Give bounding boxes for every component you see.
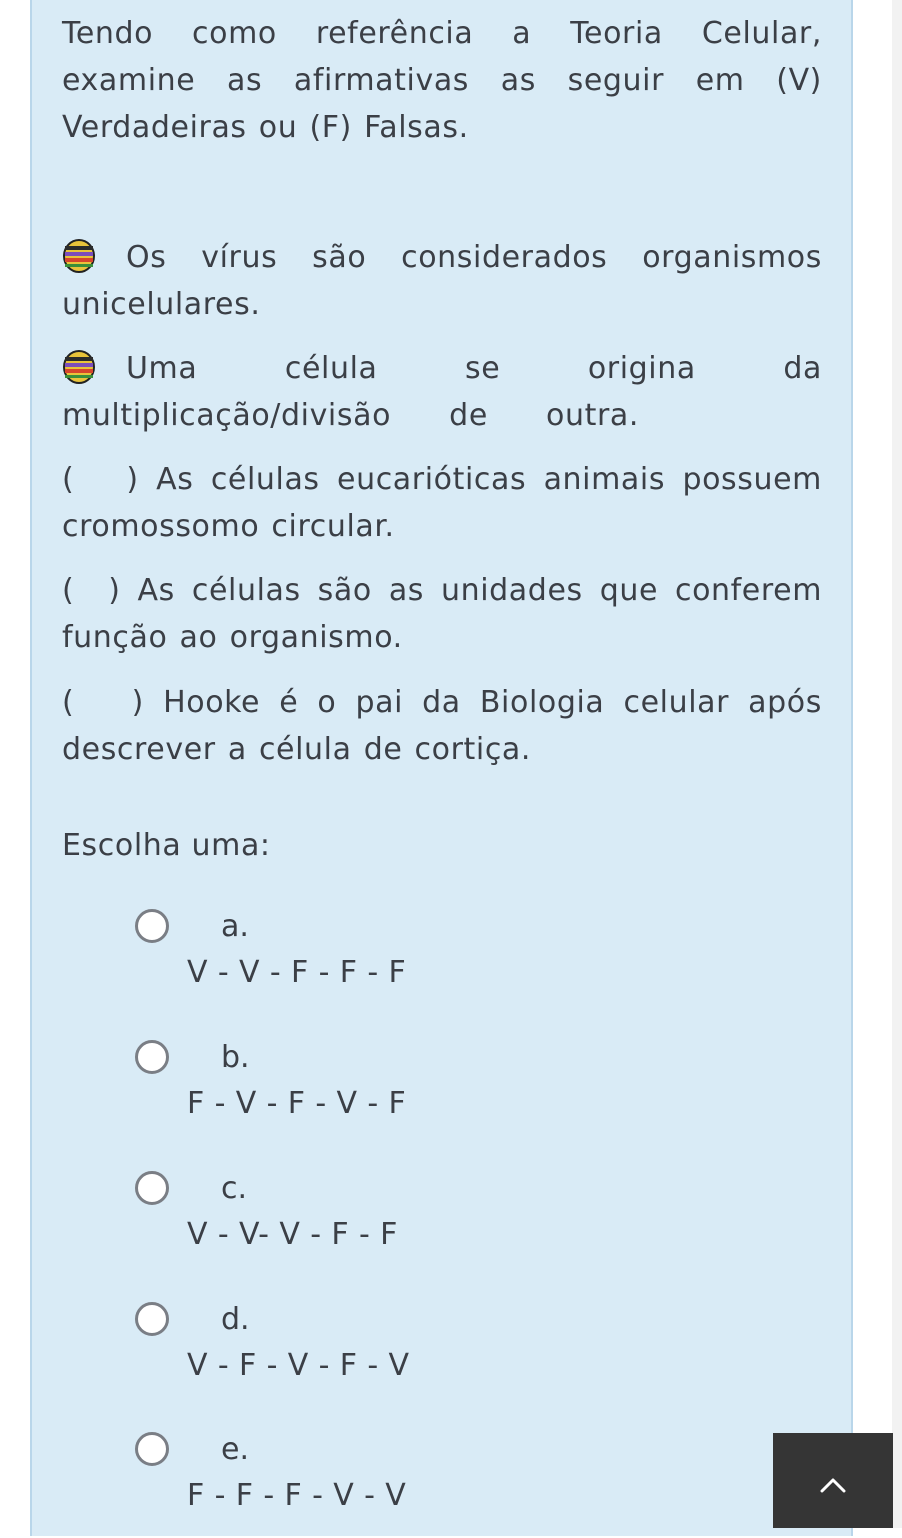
statement-3-text: As células eucarióticas animais possuem cromossomo circular. <box>62 462 822 544</box>
emoji-icon <box>62 239 96 273</box>
statement-3 <box>62 456 822 550</box>
chevron-up-icon <box>820 1477 846 1493</box>
statement-4 <box>62 567 822 661</box>
statement-4-prefix: ( ) <box>62 573 121 608</box>
statement-5-prefix: ( ) <box>62 685 144 720</box>
option-e-value: F - F - F - V - V <box>187 1478 407 1513</box>
radio-button-a[interactable] <box>135 909 169 943</box>
emoji-icon <box>62 350 96 384</box>
choose-one-label: Escolha uma: <box>62 828 271 863</box>
option-b-value: F - V - F - V - F <box>187 1086 407 1121</box>
radio-button-b[interactable] <box>135 1040 169 1074</box>
back-to-top-button[interactable] <box>773 1433 893 1528</box>
option-a[interactable] <box>135 905 535 1015</box>
radio-button-e[interactable] <box>135 1432 169 1466</box>
statement-5 <box>62 679 822 773</box>
statement-2 <box>62 345 822 439</box>
statement-4-text: As células são as unidades que conferem função ao organismo. <box>62 573 823 655</box>
option-c[interactable] <box>135 1167 535 1277</box>
option-b[interactable] <box>135 1036 535 1146</box>
option-c-letter: c. <box>221 1171 248 1206</box>
option-b-letter: b. <box>221 1040 250 1075</box>
statement-5-text: Hooke é o pai da Biologia celular após descrever a célula de cortiça. <box>62 685 822 767</box>
question-intro: Tendo como referência a Teoria Celular, examine as afirmativas as seguir em (V) Verdadeiras ou (F) Falsas. <box>62 16 822 145</box>
option-e[interactable] <box>135 1428 535 1538</box>
option-a-value: V - V - F - F - F <box>187 955 407 990</box>
option-c-value: V - V- V - F - F <box>187 1217 398 1252</box>
option-d-value: V - F - V - F - V <box>187 1348 410 1383</box>
option-a-letter: a. <box>221 909 249 944</box>
option-e-letter: e. <box>221 1432 249 1467</box>
option-d-letter: d. <box>221 1302 250 1337</box>
radio-button-c[interactable] <box>135 1171 169 1205</box>
radio-button-d[interactable] <box>135 1302 169 1336</box>
statement-1 <box>62 234 822 328</box>
statement-2-text: Uma célula se origina da multiplicação/divisão de outra. <box>62 351 822 433</box>
page-scroll-edge <box>892 0 902 1528</box>
option-d[interactable] <box>135 1298 535 1408</box>
statement-3-prefix: ( ) <box>62 462 139 497</box>
statement-1-text: Os vírus são considerados organismos unicelulares. <box>62 240 822 322</box>
